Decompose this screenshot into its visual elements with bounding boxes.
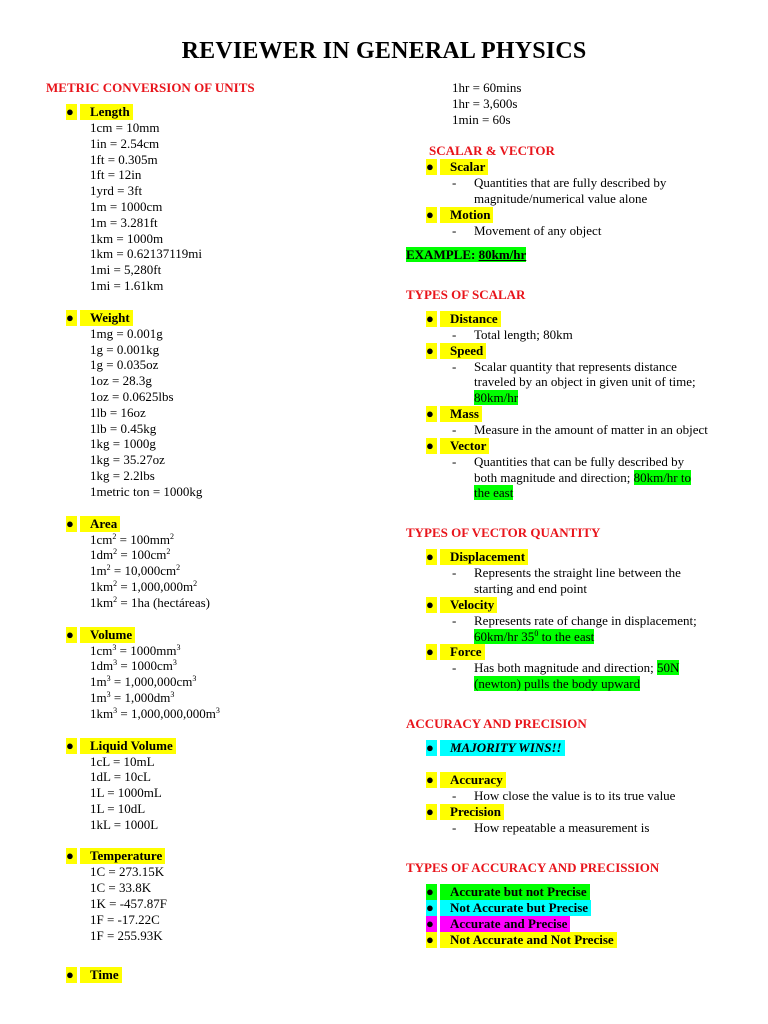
label-area: Area xyxy=(80,516,120,532)
label-motion: Motion xyxy=(440,207,493,223)
list-item: 1L = 10dL xyxy=(90,800,146,816)
label-scalar: Scalar xyxy=(440,159,488,175)
label-precision: Precision xyxy=(440,804,504,820)
displacement-desc: - Represents the straight line between the starting and end point xyxy=(406,565,746,597)
heading-types-of-accuracy: TYPES OF ACCURACY AND PRECISSION xyxy=(406,859,660,875)
scalar-desc: - Quantities that are fully described by magnitude/numerical value alone xyxy=(406,175,746,207)
label-distance: Distance xyxy=(440,311,501,327)
label-accuracy: Accuracy xyxy=(440,772,506,788)
right-column xyxy=(406,80,746,948)
list-item: 1kg = 2.2lbs xyxy=(90,467,155,483)
label-accuracy-type: Accurate but not Precise xyxy=(440,884,590,900)
list-item: 1in = 2.54cm xyxy=(90,135,160,151)
bullet-icon: ● xyxy=(426,343,437,359)
list-item: 1min = 60s xyxy=(452,111,511,127)
desc-line: Has both magnitude and direction; xyxy=(474,660,654,676)
bullet-precision xyxy=(406,804,746,820)
desc-line: How repeatable a measurement is xyxy=(474,819,650,835)
bullet-icon: ● xyxy=(426,438,437,454)
bullet-icon: ● xyxy=(426,644,437,660)
list-item: $1m^3 = 1,000,000cm^3$ xyxy=(90,674,197,690)
list-item: 1g = 0.035oz xyxy=(90,357,159,373)
length-list xyxy=(46,120,376,294)
bullet-icon: ● xyxy=(66,967,77,983)
list-item: 1L = 1000mL xyxy=(90,785,162,801)
list-item: 1ft = 12in xyxy=(90,167,142,183)
list-item: 1hr = 60mins xyxy=(452,80,522,95)
desc-line: Total length; 80km xyxy=(474,326,573,342)
bullet-icon: ● xyxy=(426,740,437,756)
bullet-icon: ● xyxy=(66,104,77,120)
bullet-icon: ● xyxy=(426,900,437,916)
bullet-icon: ● xyxy=(426,884,437,900)
list-item: 1F = 255.93K xyxy=(90,927,163,943)
bullet-temperature xyxy=(46,848,376,864)
desc-line: traveled by an object in given unit of time; xyxy=(474,374,696,390)
bullet-icon: ● xyxy=(426,932,437,948)
list-item: 1m = 3.281ft xyxy=(90,214,158,230)
list-item: $1km^2 = 1ha$ (hectáreas) xyxy=(90,594,210,610)
bullet-volume xyxy=(46,627,376,643)
label-displacement: Displacement xyxy=(440,549,528,565)
bullet-scalar xyxy=(406,159,746,175)
label-volume: Volume xyxy=(80,627,135,643)
list-item: 1ft = 0.305m xyxy=(90,151,158,167)
bullet-icon: ● xyxy=(426,549,437,565)
speed-desc: - Scalar quantity that represents distance traveled by an object in given unit of time; 80km/hr xyxy=(406,359,746,406)
label-majority: MAJORITY WINS!! xyxy=(440,740,565,756)
temperature-list xyxy=(46,864,376,943)
bullet-weight xyxy=(46,310,376,326)
list-item: $1m^3 = 1,000dm^3$ xyxy=(90,689,175,705)
list-item: 1metric ton = 1000kg xyxy=(90,483,203,499)
force-desc: - Has both magnitude and direction; 50N (newton) pulls the body upward xyxy=(452,660,680,692)
bullet-icon: ● xyxy=(426,916,437,932)
bullet-icon: ● xyxy=(66,848,77,864)
label-temperature: Temperature xyxy=(80,848,165,864)
bullet-icon: ● xyxy=(66,516,77,532)
page-title: REVIEWER IN GENERAL PHYSICS xyxy=(181,38,587,64)
label-length: Length xyxy=(80,104,133,120)
bullet-velocity xyxy=(406,597,746,613)
vector-example: 80km/hr to xyxy=(633,469,691,485)
bullet-majority xyxy=(406,740,746,756)
time-list xyxy=(406,80,746,127)
force-example: 50N xyxy=(657,660,680,676)
heading-types-of-scalar: TYPES OF SCALAR xyxy=(406,286,526,302)
desc-line: Quantities that can be fully described by xyxy=(474,453,685,469)
bullet-icon: ● xyxy=(66,627,77,643)
desc-line: Measure in the amount of matter in an object xyxy=(474,421,708,437)
list-item: 1cm = 10mm xyxy=(90,120,160,135)
heading-scalar-vector: SCALAR & VECTOR xyxy=(429,143,555,159)
bullet-accurate-not-precise xyxy=(406,884,746,900)
bullet-force xyxy=(406,644,746,660)
list-item: 1km = 1000m xyxy=(90,230,164,246)
desc-line: How close the value is to its true value xyxy=(474,787,676,803)
list-item: 1mi = 5,280ft xyxy=(90,262,162,278)
list-item: $1km^3 = 1,000,000,000m^3$ xyxy=(90,705,220,721)
label-force: Force xyxy=(440,644,485,660)
list-item: 1m = 1000cm xyxy=(90,198,163,214)
weight-list xyxy=(46,326,376,500)
list-item: 1oz = 0.0625lbs xyxy=(90,388,174,404)
bullet-icon: ● xyxy=(66,738,77,754)
list-item: $1cm^2 = 100mm^2$ xyxy=(90,531,174,547)
desc-line: both magnitude and direction; xyxy=(474,469,631,485)
desc-line: Scalar quantity that represents distance xyxy=(474,358,677,374)
list-item: 1mg = 0.001g xyxy=(90,325,163,341)
desc-line: starting and end point xyxy=(474,580,588,596)
area-list xyxy=(46,532,376,611)
list-item: 1km = 0.62137119mi xyxy=(90,246,202,262)
left-column xyxy=(46,80,376,983)
list-item: 1kg = 35.27oz xyxy=(90,452,165,468)
vector-desc: - Quantities that can be fully described by both magnitude and direction; 80km/hr to the east xyxy=(406,454,746,501)
list-item: 1kL = 1000L xyxy=(90,816,159,832)
list-item: $1cm^3 = 1000mm^3$ xyxy=(90,642,181,658)
bullet-icon: ● xyxy=(426,207,437,223)
list-item: 1yrd = 3ft xyxy=(90,183,143,199)
list-item: 1K = -457.87F xyxy=(90,896,168,912)
label-speed: Speed xyxy=(440,343,486,359)
bullet-time xyxy=(46,967,376,983)
list-item: 1kg = 1000g xyxy=(90,436,156,452)
example-line xyxy=(406,247,746,263)
precision-desc: - How repeatable a measurement is xyxy=(406,820,746,836)
bullet-length xyxy=(46,104,376,120)
distance-desc: - Total length; 80km xyxy=(406,327,746,343)
label-weight: Weight xyxy=(80,310,133,326)
bullet-icon: ● xyxy=(426,406,437,422)
desc-line: Represents the straight line between the xyxy=(474,565,681,581)
bullet-icon: ● xyxy=(426,772,437,788)
list-item: 1cL = 10mL xyxy=(90,753,155,769)
bullet-area xyxy=(46,516,376,532)
velocity-example: 60km/hr $35^0$ to the east xyxy=(474,628,595,644)
list-item: 1mi = 1.61km xyxy=(90,277,164,293)
list-item: 1dL = 10cL xyxy=(90,769,152,785)
bullet-not-accurate-precise xyxy=(406,900,746,916)
list-item: $1km^2 = 1,000,000m^2$ xyxy=(90,578,198,594)
list-item: $1dm^2 = 100cm^2$ xyxy=(90,547,171,563)
desc-line: Movement of any object xyxy=(474,222,602,238)
label-liquid-volume: Liquid Volume xyxy=(80,738,176,754)
bullet-icon: ● xyxy=(426,159,437,175)
example-value: 80km/hr xyxy=(478,246,527,262)
label-time: Time xyxy=(80,967,122,983)
list-item: 1oz = 28.3g xyxy=(90,373,152,389)
label-accuracy-type: Not Accurate and Not Precise xyxy=(440,932,617,948)
accuracy-desc: - How close the value is to its true value xyxy=(406,788,746,804)
volume-list xyxy=(46,643,376,722)
desc-line: magnitude/numerical value alone xyxy=(474,191,648,207)
label-accuracy-type: Accurate and Precise xyxy=(440,916,570,932)
desc-line: Represents rate of change in displacement; xyxy=(474,612,697,628)
label-vector: Vector xyxy=(440,438,489,454)
bullet-displacement xyxy=(406,549,746,565)
list-item: 1hr = 3,600s xyxy=(452,95,518,111)
motion-desc: - Movement of any object xyxy=(406,223,746,239)
heading-metric-conversion: METRIC CONVERSION OF UNITS xyxy=(46,80,255,95)
bullet-accuracy xyxy=(406,772,746,788)
list-item: 1lb = 16oz xyxy=(90,404,146,420)
list-item: 1C = 273.15K xyxy=(90,864,165,880)
heading-accuracy-precision: ACCURACY AND PRECISION xyxy=(406,715,587,731)
bullet-accurate-precise xyxy=(406,916,746,932)
bullet-vector xyxy=(406,438,746,454)
list-item: 1g = 0.001kg xyxy=(90,341,160,357)
speed-example: 80km/hr xyxy=(474,390,519,406)
bullet-mass xyxy=(406,406,746,422)
bullet-distance xyxy=(406,311,746,327)
vector-example: the east xyxy=(474,485,514,501)
bullet-motion xyxy=(406,207,746,223)
force-example: (newton) pulls the body upward xyxy=(474,676,641,692)
list-item: $1dm^3 = 1000cm^3$ xyxy=(90,658,177,674)
bullet-icon: ● xyxy=(426,311,437,327)
bullet-icon: ● xyxy=(66,310,77,326)
mass-desc: - Measure in the amount of matter in an object xyxy=(406,422,746,438)
example-label: EXAMPLE: xyxy=(406,246,476,262)
liquid-volume-list xyxy=(46,754,376,833)
list-item: 1lb = 0.45kg xyxy=(90,420,157,436)
list-item: 1C = 33.8K xyxy=(90,880,152,896)
label-velocity: Velocity xyxy=(440,597,497,613)
label-accuracy-type: Not Accurate but Precise xyxy=(440,900,591,916)
list-item: $1m^2 = 10,000cm^2$ xyxy=(90,563,181,579)
label-mass: Mass xyxy=(440,406,482,422)
list-item: 1F = -17.22C xyxy=(90,911,160,927)
bullet-icon: ● xyxy=(426,597,437,613)
example-highlight xyxy=(406,247,526,262)
bullet-liquid-volume xyxy=(46,738,376,754)
desc-line: Quantities that are fully described by xyxy=(474,175,667,191)
bullet-speed xyxy=(406,343,746,359)
velocity-desc: - Represents rate of change in displacement; 60km/hr $35^0$ to the east xyxy=(406,613,746,645)
bullet-icon: ● xyxy=(426,804,437,820)
bullet-not-accurate-not-precise xyxy=(406,932,746,948)
heading-types-of-vector: TYPES OF VECTOR QUANTITY xyxy=(406,525,601,541)
